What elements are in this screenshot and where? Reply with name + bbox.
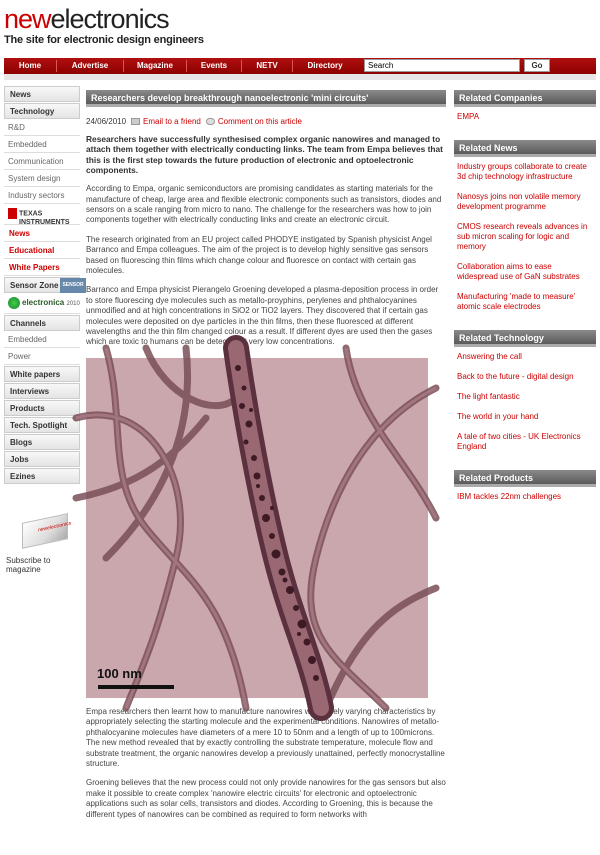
sidebar-item-technology[interactable]: Technology (4, 103, 80, 119)
related-news-link[interactable]: Nanosys joins non volatile memory development programme (457, 192, 581, 211)
related-news-link[interactable]: CMOS research reveals advances in sub micron scaling for logic and memory (457, 222, 588, 251)
nav-events[interactable]: Events (200, 61, 228, 70)
related-technology-link[interactable]: Answering the call (457, 352, 522, 361)
sidebar-item-channels[interactable]: Channels (4, 315, 80, 331)
site-tagline: The site for electronic design engineers (4, 34, 204, 46)
right-sidebar (454, 90, 596, 520)
article-paragraph: According to Empa, organic semiconductors are promising candidates as starting materials for the manufacture of cheap, large area and flexible electronic components such as transistors, diodes and sensors on a scale ranging from micro to nano. The challenge for the researchers was how to join components together with electrically conducting links and create an electronic circuit. (86, 184, 442, 225)
related-technology-link[interactable]: Back to the future - digital design (457, 372, 574, 381)
nanowire-micrograph (86, 358, 428, 698)
related-technology-link[interactable]: The world in your hand (457, 412, 539, 421)
ti-flag-icon (8, 208, 17, 219)
sidebar-item-communication[interactable]: Communication (4, 154, 80, 170)
main-nav (4, 58, 596, 74)
nav-home[interactable]: Home (18, 61, 42, 70)
sidebar-item-rd[interactable]: R&D (4, 120, 80, 136)
sidebar-item-interviews[interactable]: Interviews (4, 383, 80, 399)
article-title: Researchers develop breakthrough nanoelectronic 'mini circuits' (86, 90, 446, 107)
article-paragraph: Empa researchers then learnt how to manufacture nanowires with widely varying characteristics by appropriately selecting the starting molecule and the experimental conditions. Nanowires of metallo-phthalocyanine molecules have diameters of a mere 10 to 50nm and a length of up to 100microns. The new method revealed that by exactly controlling the substrate temperature, molecule flow and substrate treatment, the organic nanowires develop a previously unattained, perfectly monocrystalline structure. (86, 706, 445, 768)
nav-advertise[interactable]: Advertise (71, 61, 109, 70)
electronica-globe-icon (8, 297, 20, 309)
related-companies-list (454, 107, 596, 140)
article-paragraph: Groening believes that the new process could not only provide nanowires for the gas sensors but also make it possible to create complex 'nanowire electric circuits' for electronic and optoelectronic applications such as solar cells, transistors and diodes. According to Groening, this is because the different types of nanowires can be combined as required to form networks with (86, 778, 446, 819)
sidebar-item-system-design[interactable]: System design (4, 171, 80, 187)
nav-directory[interactable]: Directory (307, 61, 343, 70)
logo-wordmark: newelectronics (4, 4, 169, 34)
ti-sponsor-logo[interactable] (4, 205, 80, 225)
sidebar-item-embedded[interactable]: Embedded (4, 137, 80, 153)
email-friend-link[interactable]: Email to a friend (143, 117, 201, 126)
search-input[interactable] (364, 59, 520, 72)
sidebar-item-tech-spotlight[interactable]: Tech. Spotlight (4, 417, 80, 433)
article-date: 24/06/2010 (86, 117, 127, 126)
nav-magazine[interactable]: Magazine (136, 61, 173, 70)
article (86, 90, 446, 820)
article-paragraph: The research originated from an EU project called PHODYE instigated by Spanish physicist Angel Barranco and Empa colleagues. The aim of the project is to develop highly sensitive gas sensors based on fluorescing thin films which change colour and fluoresce on contact with certain gas molecules. (86, 234, 432, 276)
sidebar-item-blogs[interactable]: Blogs (4, 434, 80, 450)
sidebar-item-ti-white-papers[interactable]: White Papers (4, 260, 80, 276)
sidebar-item-channel-power[interactable]: Power (4, 349, 80, 365)
related-companies-header: Related Companies (454, 90, 596, 107)
sidebar-item-channel-embedded[interactable]: Embedded (4, 332, 80, 348)
scale-bar (98, 685, 174, 689)
nav-netv[interactable]: NETV (256, 61, 278, 70)
related-products-list (454, 487, 596, 520)
search-go-button[interactable]: Go (524, 59, 550, 72)
micrograph-drawing (86, 358, 428, 698)
scale-bar-label: 100 nm (97, 665, 142, 681)
sensor-zone-badge: SENSOR (60, 278, 85, 293)
site-logo[interactable] (4, 6, 204, 46)
related-technology-header: Related Technology (454, 330, 596, 347)
related-news-link[interactable]: Collaboration aims to ease widespread use of GaN substrates (457, 262, 580, 281)
sidebar-item-ti-news[interactable]: News (4, 226, 80, 242)
article-intro: Researchers have successfully synthesised complex organic nanowires and managed to attach them together with electrically conducting links. The team from Empa believes that this is the first step towards the future production of electronic and optoelectronic components. (86, 134, 443, 175)
magazine-cover-image[interactable]: newelectronics (18, 516, 74, 554)
sidebar-item-white-papers[interactable]: White papers (4, 366, 80, 382)
related-company-link[interactable]: EMPA (457, 112, 480, 121)
sidebar-item-industry-sectors[interactable]: Industry sectors (4, 188, 80, 204)
article-meta (86, 116, 446, 128)
ti-logo: TEXAS INSTRUMENTS (8, 208, 70, 226)
related-product-link[interactable]: IBM tackles 22nm challenges (457, 492, 562, 501)
comment-icon (206, 118, 215, 125)
sidebar-item-products[interactable]: Products (4, 400, 80, 416)
related-technology-list (454, 347, 596, 470)
nav-subbar (4, 74, 596, 80)
sidebar-item-jobs[interactable]: Jobs (4, 451, 80, 467)
article-paragraph: Barranco and Empa physicist Pierangelo Groening developed a plasma-deposition process in order to store fluorescing dye molecules such as metallo-proyphins, perylenes and phthalocyanines unmodified and at high concentrations in SiO2 or TiO2 layers. They discovered that if certain gas molecules were deposited on dye particles in the thin films, then these fluoresced at different wavelengths and the thin film changed colour as a result. If different dyes are used then the gases which are toxic to humans can be detected at very low concentrations. (86, 285, 439, 347)
left-sidebar (4, 86, 84, 574)
sidebar-item-news[interactable]: News (4, 86, 80, 102)
related-technology-link[interactable]: A tale of two cities - UK Electronics England (457, 432, 581, 451)
electronica-logo[interactable]: electronica 2010 (4, 294, 80, 314)
sidebar-item-sensor-zone[interactable]: Sensor Zone SENSOR (4, 277, 80, 293)
comment-link[interactable]: Comment on this article (217, 117, 302, 126)
sidebar-item-educational[interactable]: Educational (4, 243, 80, 259)
related-news-link[interactable]: Manufacturing 'made to measure' atomic scale electrodes (457, 292, 576, 311)
subscribe-link[interactable]: Subscribe to magazine (6, 556, 51, 574)
related-news-list (454, 157, 596, 330)
related-products-header: Related Products (454, 470, 596, 487)
sidebar-item-ezines[interactable]: Ezines (4, 468, 80, 484)
related-news-header: Related News (454, 140, 596, 157)
related-news-link[interactable]: Industry groups collaborate to create 3d chip technology infrastructure (457, 162, 587, 181)
email-icon (131, 118, 140, 125)
related-technology-link[interactable]: The light fantastic (457, 392, 520, 401)
